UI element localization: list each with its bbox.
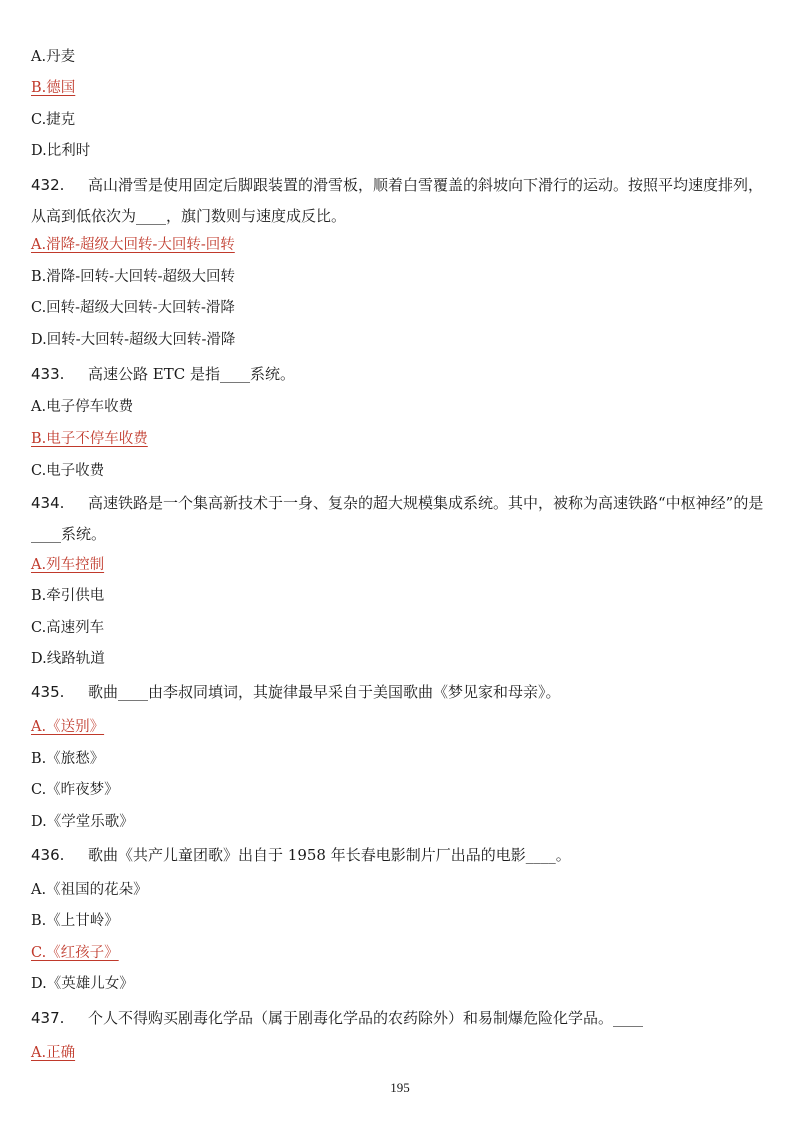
question-number: 437.: [31, 1009, 65, 1027]
option-c: C.《昨夜梦》: [31, 782, 119, 798]
option-d: D.《学堂乐歌》: [31, 814, 134, 830]
option-b: B.滑降-回转-大回转-超级大回转: [31, 269, 235, 285]
correct-option: A.列车控制: [31, 557, 105, 573]
option-d: D.《英雄儿女》: [31, 976, 134, 992]
question-436: [31, 840, 776, 871]
option-b: B.《旅愁》: [31, 751, 105, 767]
correct-option: C.《红孩子》: [31, 945, 119, 961]
question-text: 高速公路 ETC 是指____系统。: [88, 365, 295, 383]
option-b: B.《上甘岭》: [31, 913, 119, 929]
question-number: 433.: [31, 365, 65, 383]
option-d: D.比利时: [31, 143, 91, 159]
question-text: 高山滑雪是使用固定后脚跟装置的滑雪板，顺着白雪覆盖的斜坡向下滑行的运动。按照平均速度排列，从高到低依次为____，旗门数则与速度成反比。: [31, 176, 764, 225]
correct-option: B.德国: [31, 80, 76, 96]
option-d: D.线路轨道: [31, 651, 105, 667]
question-text: 歌曲《共产儿童团歌》出自于 1958 年长春电影制片厂出品的电影____。: [88, 846, 571, 864]
option-a: A.丹麦: [31, 49, 76, 65]
question-435: [31, 677, 776, 708]
correct-option: A.正确: [31, 1045, 76, 1061]
option-b: B.牵引供电: [31, 588, 105, 604]
option-a: A.电子停车收费: [31, 399, 134, 415]
option-c: C.电子收费: [31, 463, 105, 479]
correct-option: B.电子不停车收费: [31, 431, 148, 447]
option-a: A.《祖国的花朵》: [31, 882, 148, 898]
question-433: [31, 359, 776, 390]
question-434: [31, 488, 776, 550]
option-c: C.回转-超级大回转-大回转-滑降: [31, 300, 235, 316]
correct-option: A.《送别》: [31, 719, 105, 735]
page-number: 195: [390, 1080, 410, 1095]
question-text: 个人不得购买剧毒化学品（属于剧毒化学品的农药除外）和易制爆危险化学品。____: [88, 1009, 644, 1027]
option-c: C.高速列车: [31, 620, 105, 636]
question-number: 434.: [31, 494, 65, 512]
correct-option: A.滑降-超级大回转-大回转-回转: [31, 237, 235, 253]
question-number: 435.: [31, 683, 65, 701]
question-number: 436.: [31, 846, 65, 864]
question-text: 高速铁路是一个集高新技术于一身、复杂的超大规模集成系统。其中，被称为高速铁路“中枢神经”的是____系统。: [31, 494, 764, 543]
question-text: 歌曲____由李叔同填词，其旋律最早采自于美国歌曲《梦见家和母亲》。: [88, 683, 561, 701]
question-437: [31, 1003, 776, 1034]
option-c: C.捷克: [31, 112, 76, 128]
question-432: [31, 170, 776, 232]
option-d: D.回转-大回转-超级大回转-滑降: [31, 332, 236, 348]
question-number: 432.: [31, 176, 65, 194]
